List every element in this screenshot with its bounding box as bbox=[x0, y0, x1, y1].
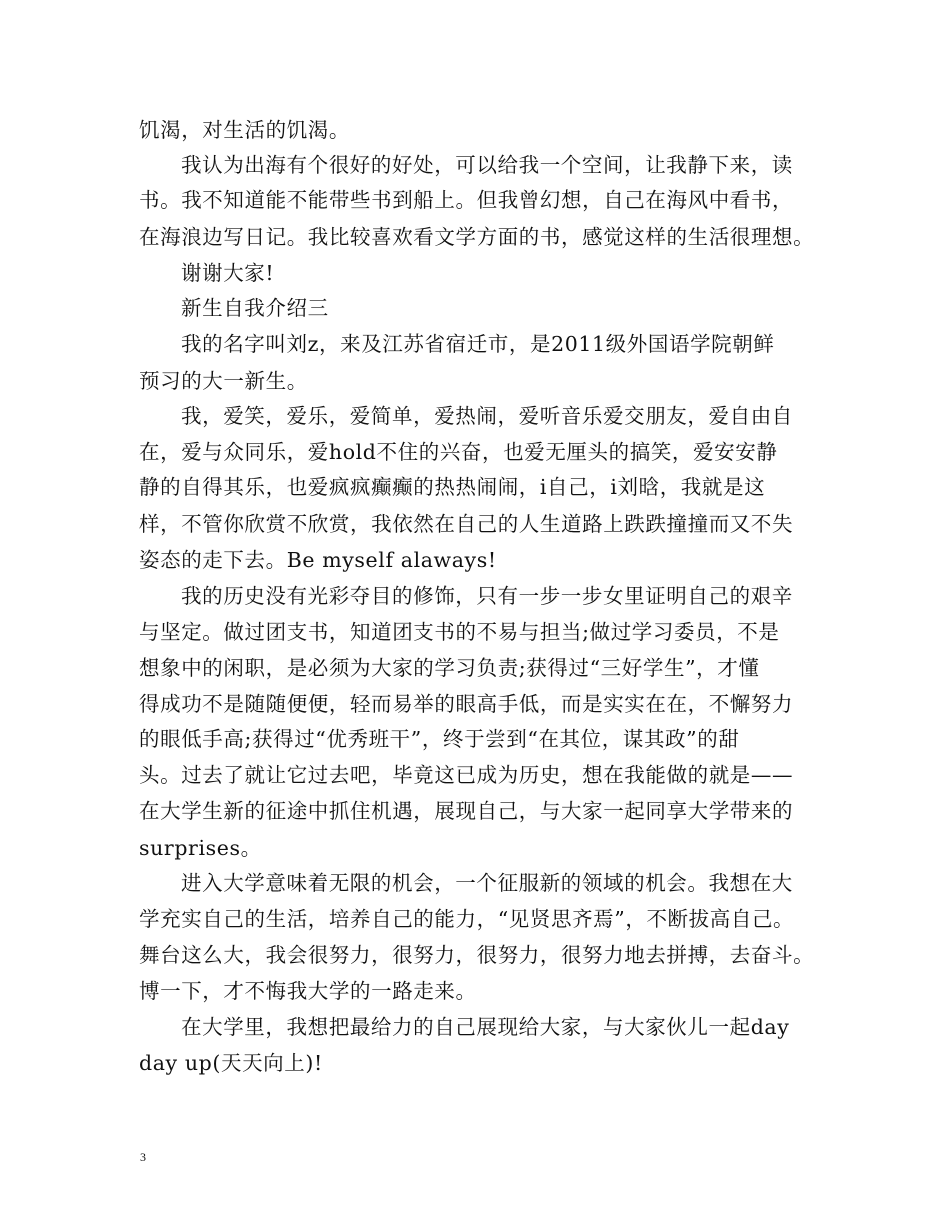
text-line: surprises。 bbox=[139, 836, 262, 860]
text-line: 静的自得其乐，也爱疯疯癫癫的热热闹闹，i自己，i刘晗，我就是这 bbox=[139, 475, 766, 499]
text-line: 博一下，才不悔我大学的一路走来。 bbox=[139, 979, 477, 1003]
text-line: 书。我不知道能不能带些书到船上。但我曾幻想，自己在海风中看书， bbox=[139, 188, 794, 212]
text-line: 我，爱笑，爱乐，爱简单，爱热闹，爱听音乐爱交朋友，爱自由自 bbox=[181, 404, 793, 428]
text-line: 在大学生新的征途中抓住机遇，展现自己，与大家一起同享大学带来的 bbox=[139, 799, 794, 823]
text-line: 谢谢大家! bbox=[181, 261, 275, 285]
text-line: 得成功不是随随便便，轻而易举的眼高手低，而是实实在在，不懈努力 bbox=[139, 692, 794, 716]
text-line: 我的名字叫刘z，来及江苏省宿迁市，是2011级外国语学院朝鲜 bbox=[181, 332, 775, 356]
text-line: 想象中的闲职，是必须为大家的学习负责;获得过“三好学生”，才懂 bbox=[139, 656, 760, 680]
text-line: 样，不管你欣赏不欣赏，我依然在自己的人生道路上跌跌撞撞而又不失 bbox=[139, 512, 794, 536]
text-line: 在海浪边写日记。我比较喜欢看文学方面的书，感觉这样的生活很理想。 bbox=[139, 225, 815, 249]
section-heading: 新生自我介绍三 bbox=[181, 296, 329, 320]
text-line: day up(天天向上)! bbox=[139, 1051, 323, 1075]
text-line: 学充实自己的生活，培养自己的能力，“见贤思齐焉”，不断拔高自己。 bbox=[139, 907, 795, 931]
text-line: 与坚定。做过团支书，知道团支书的不易与担当;做过学习委员，不是 bbox=[139, 620, 780, 644]
text-line: 的眼低手高;获得过“优秀班干”，终于尝到“在其位，谋其政”的甜 bbox=[139, 727, 740, 751]
text-line: 我的历史没有光彩夺目的修饰，只有一步一步女里证明自己的艰辛 bbox=[181, 584, 793, 608]
text-line: 在大学里，我想把最给力的自己展现给大家，与大家伙儿一起day bbox=[181, 1015, 790, 1039]
text-line: 头。过去了就让它过去吧，毕竟这已成为历史，想在我能做的就是—— bbox=[139, 763, 794, 787]
text-line: 预习的大一新生。 bbox=[139, 369, 308, 393]
text-line: 在，爱与众同乐，爱hold不住的兴奋，也爱无厘头的搞笑，爱安安静 bbox=[139, 440, 778, 464]
text-line: 饥渴，对生活的饥渴。 bbox=[139, 118, 350, 142]
page-number: 3 bbox=[140, 1150, 146, 1164]
text-line: 舞台这么大，我会很努力，很努力，很努力，很努力地去拼搏，去奋斗。 bbox=[139, 943, 815, 967]
text-line: 姿态的走下去。Be myself alaways! bbox=[139, 548, 497, 572]
text-line: 我认为出海有个很好的好处，可以给我一个空间，让我静下来，读 bbox=[181, 153, 793, 177]
text-line: 进入大学意味着无限的机会，一个征服新的领域的机会。我想在大 bbox=[181, 871, 793, 895]
